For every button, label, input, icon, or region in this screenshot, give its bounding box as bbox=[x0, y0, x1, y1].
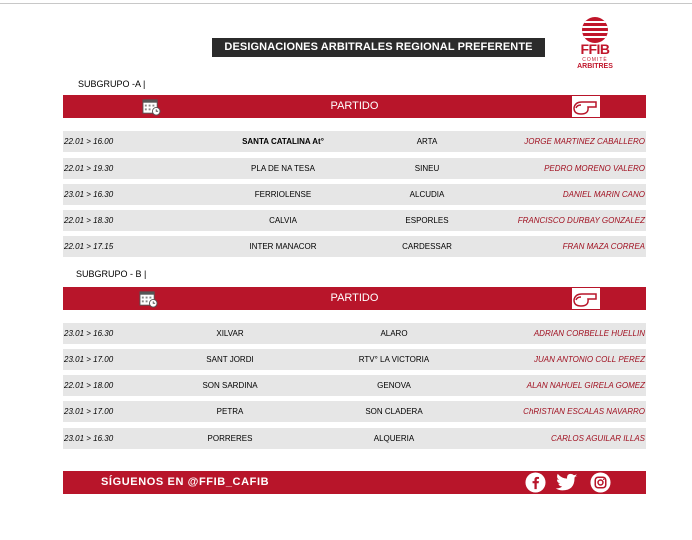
match-date: 23.01 > 16.30 bbox=[64, 329, 114, 338]
away-team: ESPORLES bbox=[405, 216, 449, 225]
away-team: SON CLADERA bbox=[365, 407, 423, 416]
match-date: 22.01 > 16.00 bbox=[64, 137, 114, 146]
home-team: INTER MANACOR bbox=[249, 242, 317, 251]
match-date: 23.01 > 17.00 bbox=[64, 407, 114, 416]
home-team: CALVIA bbox=[269, 216, 297, 225]
away-team: ARTA bbox=[416, 137, 438, 146]
table-row bbox=[63, 428, 646, 449]
subgroup-a-label: SUBGRUPO -A | bbox=[78, 79, 146, 89]
referee-name: CARLOS AGUILAR ILLAS bbox=[551, 434, 645, 443]
table-row bbox=[63, 210, 646, 231]
top-divider bbox=[0, 3, 692, 4]
home-team: PORRERES bbox=[207, 434, 253, 443]
home-team: XILVAR bbox=[216, 329, 244, 338]
match-date: 23.01 > 16.30 bbox=[64, 434, 114, 443]
logo-brand: FFIB bbox=[580, 41, 610, 57]
away-team: GENOVA bbox=[377, 381, 411, 390]
match-date: 22.01 > 18.30 bbox=[64, 216, 114, 225]
table-row bbox=[63, 131, 646, 152]
table-row bbox=[63, 158, 646, 179]
match-date: 23.01 > 17.00 bbox=[64, 355, 114, 364]
partido-header-label: PARTIDO bbox=[330, 100, 379, 112]
home-team: SANTA CATALINA At° bbox=[242, 137, 324, 146]
away-team: ALARO bbox=[380, 329, 408, 338]
home-team: FERRIOLENSE bbox=[254, 190, 312, 199]
ffib-logo bbox=[572, 17, 618, 73]
referee-name: PEDRO MORENO VALERO bbox=[544, 164, 645, 173]
referee-name: ChRISTIAN ESCALAS NAVARRO bbox=[523, 407, 645, 416]
match-date: 22.01 > 19.30 bbox=[64, 164, 114, 173]
match-date: 22.01 > 18.00 bbox=[64, 381, 114, 390]
away-team: RTV° LA VICTORIA bbox=[358, 355, 430, 364]
table-row bbox=[63, 323, 646, 344]
referee-name: ADRIAN CORBELLE HUELLIN bbox=[533, 329, 645, 338]
away-team: CARDESSAR bbox=[402, 242, 452, 251]
social-footer bbox=[63, 471, 646, 494]
partido-header-label: PARTIDO bbox=[330, 292, 379, 304]
table-row bbox=[63, 401, 646, 422]
logo-sub2: ARBITRES bbox=[577, 63, 613, 70]
away-team: SINEU bbox=[414, 164, 440, 173]
twitter-icon[interactable] bbox=[554, 472, 580, 493]
table-row bbox=[63, 375, 646, 396]
home-team: SANT JORDI bbox=[206, 355, 254, 364]
referee-name: DANIEL MARIN CANO bbox=[562, 190, 645, 199]
home-team: PLA DE NA TESA bbox=[251, 164, 315, 173]
away-team: ALCUDIA bbox=[409, 190, 445, 199]
referee-name: FRAN MAZA CORREA bbox=[562, 242, 645, 251]
follow-text: SÍGUENOS EN @FFIB_CAFIB bbox=[101, 476, 270, 488]
page-title: DESIGNACIONES ARBITRALES REGIONAL PREFERENTE bbox=[212, 38, 545, 57]
table-row bbox=[63, 184, 646, 205]
group-a-header bbox=[63, 95, 646, 118]
logo-sub1: COMITÈ bbox=[582, 57, 608, 63]
table-row bbox=[63, 236, 646, 257]
facebook-icon[interactable] bbox=[525, 472, 546, 493]
instagram-icon[interactable] bbox=[590, 472, 611, 493]
referee-name: FRANCISCO DURBAY GONZALEZ bbox=[517, 216, 645, 225]
away-team: ALQUERIA bbox=[373, 434, 415, 443]
match-date: 23.01 > 16.30 bbox=[64, 190, 114, 199]
group-b-header bbox=[63, 287, 646, 310]
subgroup-b-label: SUBGRUPO - B | bbox=[76, 269, 147, 279]
whistle-icon bbox=[572, 288, 600, 309]
table-row bbox=[63, 349, 646, 370]
referee-name: JORGE MARTINEZ CABALLERO bbox=[524, 137, 645, 146]
referee-name: ALAN NAHUEL GIRELA GOMEZ bbox=[526, 381, 645, 390]
home-team: SON SARDINA bbox=[202, 381, 258, 390]
referee-name: JUAN ANTONIO COLL PEREZ bbox=[534, 355, 645, 364]
match-date: 22.01 > 17.15 bbox=[64, 242, 114, 251]
whistle-icon bbox=[572, 96, 600, 117]
home-team: PETRA bbox=[216, 407, 244, 416]
ball-icon bbox=[582, 17, 608, 43]
